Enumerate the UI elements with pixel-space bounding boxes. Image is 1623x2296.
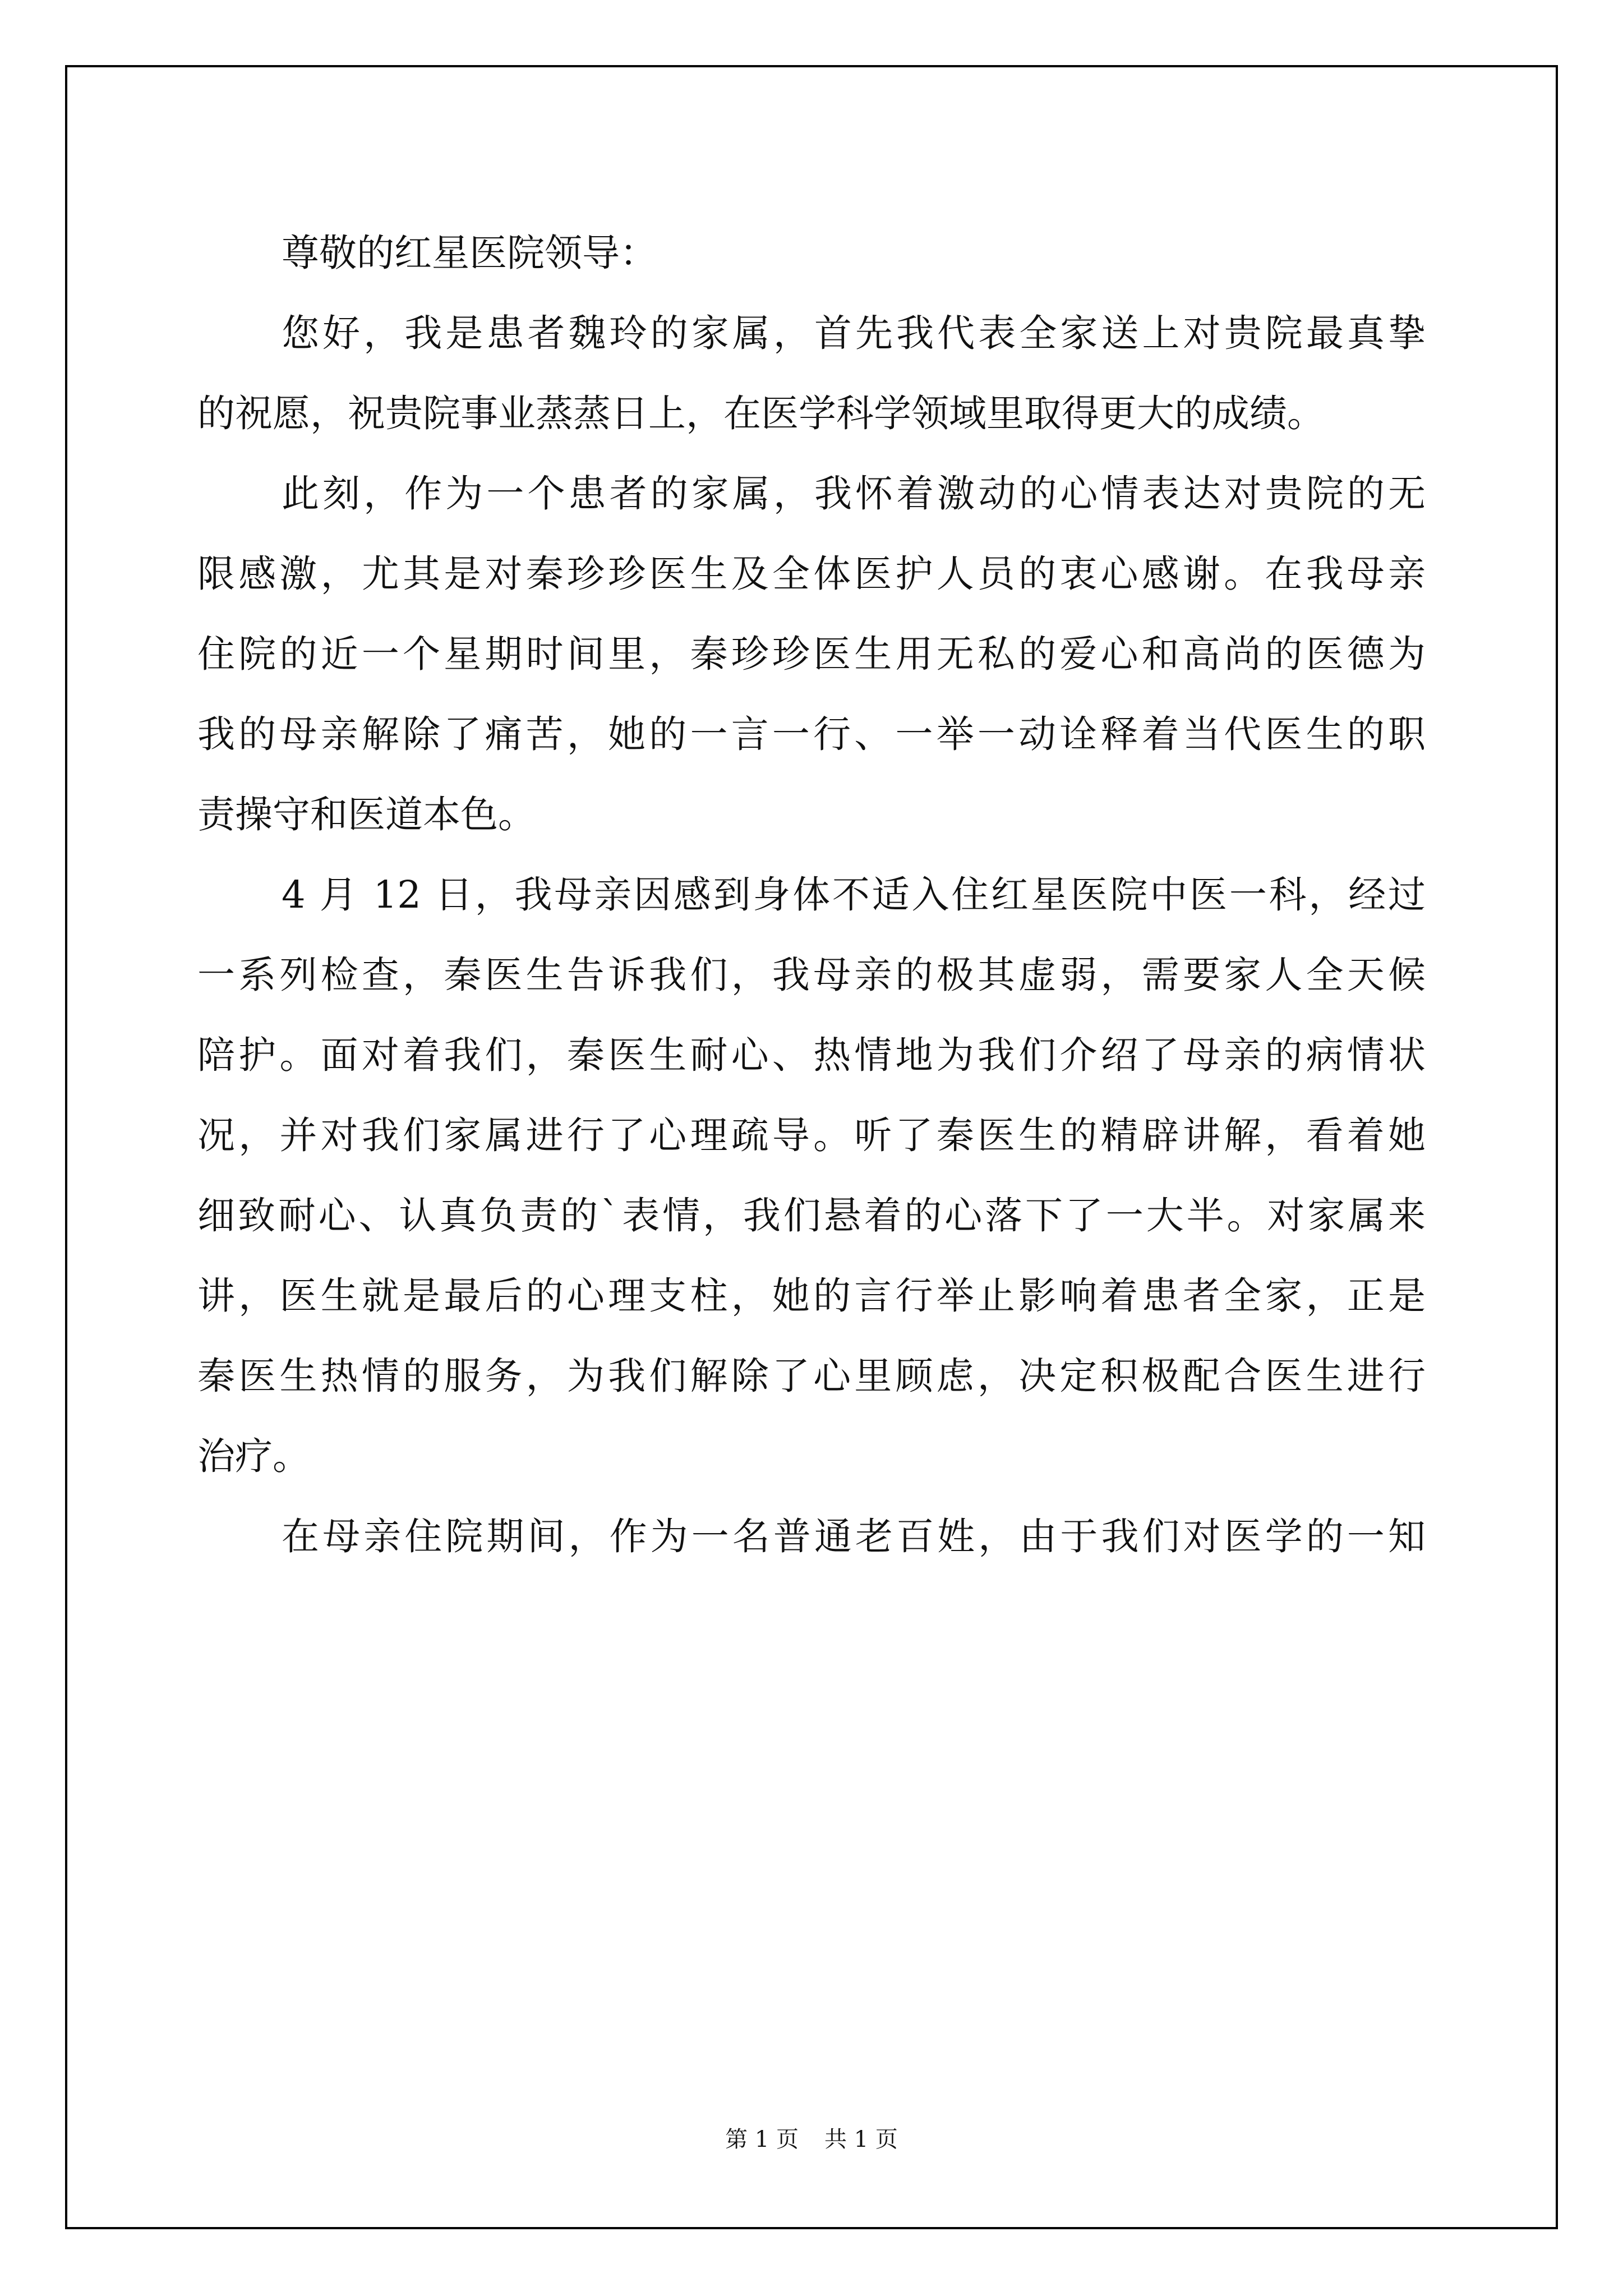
- paragraph-line: 讲，医生就是最后的心理支柱，她的言行举止影响着患者全家，正是: [197, 1274, 1426, 1318]
- paragraph-line: 况，并对我们家属进行了心理疏导。听了秦医生的精辟讲解，看着她: [197, 1114, 1426, 1157]
- paragraph-line: 4 月 12 日，我母亲因感到身体不适入住红星医院中医一科，经过: [282, 873, 1426, 917]
- paragraph-line: 陪护。面对着我们，秦医生耐心、热情地为我们介绍了母亲的病情状: [197, 1033, 1426, 1077]
- page-total: 共 1 页: [824, 2127, 898, 2152]
- paragraph-line: 细致耐心、认真负责的`表情，我们悬着的心落下了一大半。对家属来: [197, 1194, 1426, 1237]
- paragraph-line: 治疗。: [197, 1434, 310, 1478]
- paragraph-line: 我的母亲解除了痛苦，她的一言一行、一举一动诠释着当代医生的职: [197, 712, 1426, 756]
- paragraph-line: 在母亲住院期间，作为一名普通老百姓，由于我们对医学的一知: [282, 1515, 1426, 1558]
- paragraph-line: 责操守和医道本色。: [197, 793, 536, 836]
- paragraph-line: 的祝愿，祝贵院事业蒸蒸日上，在医学科学领域里取得更大的成绩。: [197, 392, 1325, 435]
- page-footer: [0, 2122, 1623, 2154]
- letter-body: [197, 213, 1426, 1577]
- page-number: 第 1 页: [725, 2127, 799, 2152]
- paragraph-line: 此刻，作为一个患者的家属，我怀着激动的心情表达对贵院的无: [282, 472, 1426, 516]
- paragraph-line: 秦医生热情的服务，为我们解除了心里顾虑，决定积极配合医生进行: [197, 1354, 1426, 1398]
- salutation: 尊敬的红星医院领导：: [282, 231, 657, 275]
- paragraph-line: 一系列检查，秦医生告诉我们，我母亲的极其虚弱，需要家人全天候: [197, 953, 1426, 997]
- paragraph-line: 限感激，尤其是对秦珍珍医生及全体医护人员的衷心感谢。在我母亲: [197, 552, 1426, 596]
- paragraph-admission: [197, 855, 1426, 1497]
- paragraph-line: 住院的近一个星期时间里，秦珍珍医生用无私的爱心和高尚的医德为: [197, 632, 1426, 676]
- paragraph-hospital-stay: [197, 1497, 1426, 1577]
- paragraph-gratitude: [197, 454, 1426, 855]
- paragraph-greeting: [197, 293, 1426, 454]
- paragraph-line: 您好，我是患者魏玲的家属，首先我代表全家送上对贵院最真挚: [282, 311, 1426, 355]
